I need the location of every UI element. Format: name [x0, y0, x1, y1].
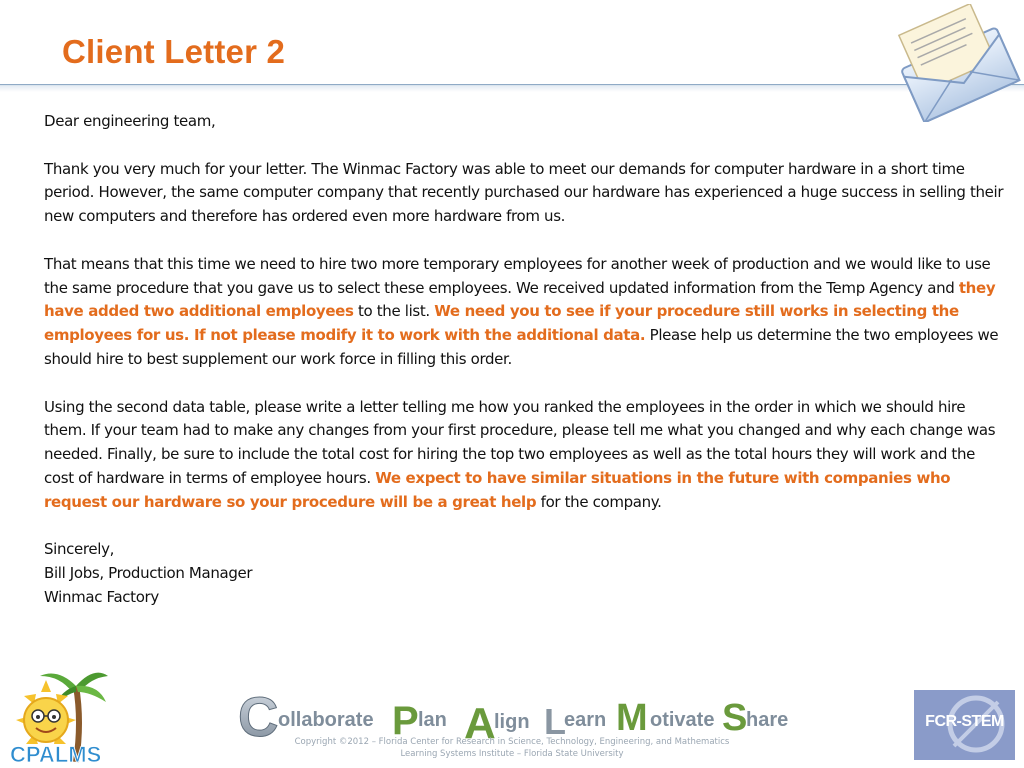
- copyright-line-2: Learning Systems Institute – Florida State University: [400, 749, 624, 759]
- letter-greeting: Dear engineering team,: [44, 112, 216, 130]
- p2-text-3: Please help us determine the two employees we should hire to best supplement our work force in filling this order.: [44, 326, 999, 368]
- letter-closing: Sincerely,: [44, 540, 115, 559]
- svg-text:CPALMS: CPALMS: [10, 742, 102, 766]
- p3-highlight: We expect to have similar situations in the future with companies who request our hardware so your procedure will be a great help: [44, 468, 951, 511]
- p3-text-2: for the company.: [536, 492, 662, 511]
- p2-text-2: to the list.: [353, 302, 435, 321]
- cplams-banner-logo: [238, 682, 790, 742]
- fcr-stem-logo: [914, 690, 1015, 760]
- letter-signer: Bill Jobs, Production Manager: [44, 564, 253, 583]
- letter-body: [44, 110, 1004, 610]
- fcr-stem-logo-text: FCR-STEM: [925, 713, 1004, 730]
- slide-title: Client Letter 2: [62, 33, 286, 70]
- letter-paragraph-1: Thank you very much for your letter. The Winmac Factory was able to meet our demands for computer hardware in a short time period. However, the same computer company that recently purchased our hardware has experienced a huge success in selling their new computers and therefore has ordered even more hardware from us.: [44, 159, 1004, 226]
- p2-highlight-1: they have added two additional employees: [44, 278, 996, 321]
- letter-company: Winmac Factory: [44, 587, 159, 606]
- letter-paragraph-2: [44, 253, 1004, 372]
- copyright-notice: [262, 736, 762, 760]
- envelope-letter-icon: [884, 4, 1022, 122]
- svg-text:C ollaborate P lan: C ollaborate P lan A lign L earn M otivate S hare: [238, 685, 789, 742]
- cpalms-sun-mascot-logo: [6, 662, 110, 766]
- p3-text-1: Using the second data table, please write a letter telling me how you ranked the employees in the order in which we should hire them. If your team had to make any changes from your first procedure, please tell me what you changed and why each change was needed. Finally, be sure to include the total cost for hiring the top two employees as well as the total hours they will work and the cost of hardware in terms of employee hours.: [44, 397, 996, 487]
- p2-highlight-2: We need you to see if your procedure still works in selecting the employees for us. If not please modify it to work with the additional data.: [44, 302, 959, 345]
- copyright-line-1: Copyright ©2012 – Florida Center for Research in Science, Technology, Engineering, and Mathematics: [294, 737, 730, 747]
- title-divider: [0, 84, 1024, 92]
- letter-paragraph-3: [44, 396, 1004, 515]
- p2-text-1: That means that this time we need to hire two more temporary employees for another week of production and we would like to use the same procedure that you gave us to select these employees. We received updated information from the Temp Agency and: [44, 254, 991, 297]
